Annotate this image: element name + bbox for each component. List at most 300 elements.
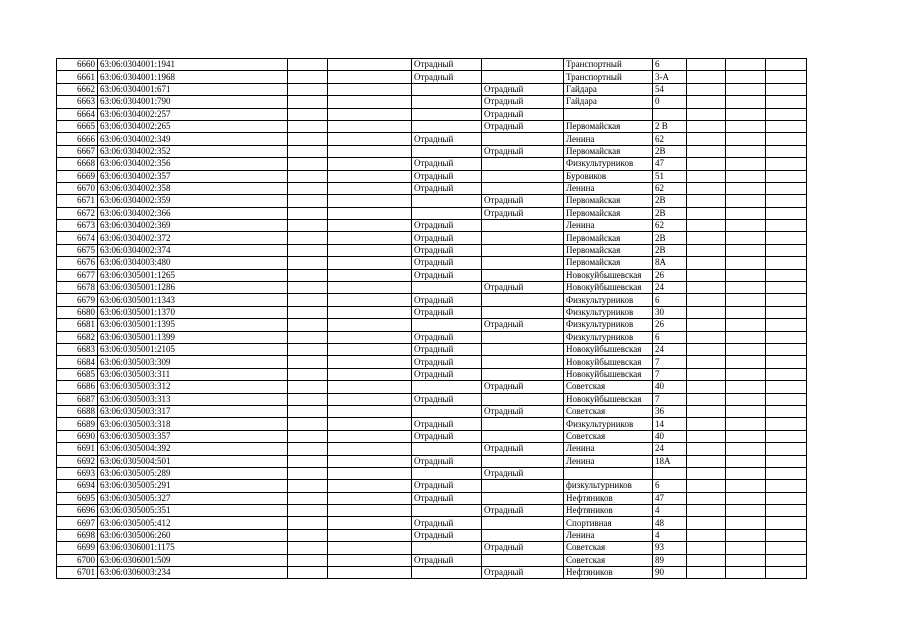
row-number-cell[interactable]: 6665 xyxy=(57,120,98,132)
house-number-cell[interactable]: 2В xyxy=(653,145,687,157)
empty-cell[interactable] xyxy=(328,108,412,120)
locality-cell[interactable]: Отрадный xyxy=(482,96,564,108)
street-cell[interactable]: Советская xyxy=(564,405,653,417)
cadastral-number-cell[interactable]: 63:06:0305001:1399 xyxy=(98,331,288,343)
empty-cell[interactable] xyxy=(288,343,328,355)
empty-cell[interactable] xyxy=(288,306,328,318)
street-cell[interactable]: Новокуйбышевская xyxy=(564,343,653,355)
empty-cell[interactable] xyxy=(328,294,412,306)
cadastral-number-cell[interactable]: 63:06:0305001:1395 xyxy=(98,319,288,331)
cadastral-number-cell[interactable]: 63:06:0306001:509 xyxy=(98,554,288,566)
locality-cell[interactable] xyxy=(482,306,564,318)
locality-cell[interactable] xyxy=(482,455,564,467)
locality-cell[interactable] xyxy=(482,480,564,492)
empty-cell[interactable] xyxy=(766,83,807,95)
empty-cell[interactable] xyxy=(328,195,412,207)
cadastral-number-cell[interactable]: 63:06:0305004:501 xyxy=(98,455,288,467)
locality-cell[interactable] xyxy=(482,368,564,380)
cadastral-number-cell[interactable]: 63:06:0304001:671 xyxy=(98,83,288,95)
empty-cell[interactable] xyxy=(328,343,412,355)
empty-cell[interactable] xyxy=(766,133,807,145)
street-cell[interactable]: Спортивная xyxy=(564,517,653,529)
cadastral-number-cell[interactable]: 63:06:0305001:1343 xyxy=(98,294,288,306)
cadastral-number-cell[interactable]: 63:06:0306003:234 xyxy=(98,567,288,579)
empty-cell[interactable] xyxy=(726,244,766,256)
empty-cell[interactable] xyxy=(687,294,726,306)
house-number-cell[interactable]: 24 xyxy=(653,443,687,455)
empty-cell[interactable] xyxy=(288,71,328,83)
empty-cell[interactable] xyxy=(766,306,807,318)
empty-cell[interactable] xyxy=(328,220,412,232)
cadastral-number-cell[interactable]: 63:06:0305004:392 xyxy=(98,443,288,455)
row-number-cell[interactable]: 6670 xyxy=(57,182,98,194)
row-number-cell[interactable]: 6664 xyxy=(57,108,98,120)
empty-cell[interactable] xyxy=(726,343,766,355)
empty-cell[interactable] xyxy=(726,232,766,244)
empty-cell[interactable] xyxy=(328,207,412,219)
row-number-cell[interactable]: 6693 xyxy=(57,467,98,479)
empty-cell[interactable] xyxy=(328,282,412,294)
settlement-cell[interactable] xyxy=(412,120,482,132)
empty-cell[interactable] xyxy=(687,232,726,244)
locality-cell[interactable]: Отрадный xyxy=(482,83,564,95)
cadastral-number-cell[interactable]: 63:06:0304002:359 xyxy=(98,195,288,207)
locality-cell[interactable]: Отрадный xyxy=(482,467,564,479)
empty-cell[interactable] xyxy=(328,120,412,132)
empty-cell[interactable] xyxy=(687,319,726,331)
empty-cell[interactable] xyxy=(288,418,328,430)
house-number-cell[interactable]: 62 xyxy=(653,133,687,145)
row-number-cell[interactable]: 6686 xyxy=(57,381,98,393)
settlement-cell[interactable]: Отрадный xyxy=(412,306,482,318)
locality-cell[interactable] xyxy=(482,492,564,504)
house-number-cell[interactable]: 7 xyxy=(653,393,687,405)
empty-cell[interactable] xyxy=(288,319,328,331)
empty-cell[interactable] xyxy=(687,430,726,442)
settlement-cell[interactable]: Отрадный xyxy=(412,133,482,145)
settlement-cell[interactable]: Отрадный xyxy=(412,244,482,256)
empty-cell[interactable] xyxy=(766,319,807,331)
empty-cell[interactable] xyxy=(288,96,328,108)
row-number-cell[interactable]: 6701 xyxy=(57,567,98,579)
house-number-cell[interactable]: 4 xyxy=(653,505,687,517)
empty-cell[interactable] xyxy=(726,331,766,343)
empty-cell[interactable] xyxy=(726,443,766,455)
locality-cell[interactable] xyxy=(482,220,564,232)
settlement-cell[interactable]: Отрадный xyxy=(412,71,482,83)
house-number-cell[interactable]: 51 xyxy=(653,170,687,182)
house-number-cell[interactable]: 8А xyxy=(653,257,687,269)
empty-cell[interactable] xyxy=(288,182,328,194)
empty-cell[interactable] xyxy=(288,356,328,368)
settlement-cell[interactable] xyxy=(412,542,482,554)
house-number-cell[interactable]: 47 xyxy=(653,492,687,504)
row-number-cell[interactable]: 6668 xyxy=(57,158,98,170)
empty-cell[interactable] xyxy=(766,529,807,541)
locality-cell[interactable] xyxy=(482,393,564,405)
empty-cell[interactable] xyxy=(288,158,328,170)
empty-cell[interactable] xyxy=(288,145,328,157)
house-number-cell[interactable]: 7 xyxy=(653,356,687,368)
street-cell[interactable]: Первомайская xyxy=(564,244,653,256)
street-cell[interactable]: Советская xyxy=(564,381,653,393)
locality-cell[interactable]: Отрадный xyxy=(482,319,564,331)
cadastral-number-cell[interactable]: 63:06:0305003:317 xyxy=(98,405,288,417)
settlement-cell[interactable] xyxy=(412,567,482,579)
cadastral-number-cell[interactable]: 63:06:0304002:372 xyxy=(98,232,288,244)
empty-cell[interactable] xyxy=(288,207,328,219)
empty-cell[interactable] xyxy=(726,405,766,417)
empty-cell[interactable] xyxy=(766,282,807,294)
empty-cell[interactable] xyxy=(726,467,766,479)
empty-cell[interactable] xyxy=(328,158,412,170)
street-cell[interactable]: Нефтяников xyxy=(564,505,653,517)
row-number-cell[interactable]: 6680 xyxy=(57,306,98,318)
empty-cell[interactable] xyxy=(766,368,807,380)
empty-cell[interactable] xyxy=(328,368,412,380)
empty-cell[interactable] xyxy=(766,343,807,355)
empty-cell[interactable] xyxy=(328,319,412,331)
cadastral-number-cell[interactable]: 63:06:0305003:357 xyxy=(98,430,288,442)
empty-cell[interactable] xyxy=(288,405,328,417)
empty-cell[interactable] xyxy=(288,443,328,455)
cadastral-number-cell[interactable]: 63:06:0305005:291 xyxy=(98,480,288,492)
empty-cell[interactable] xyxy=(766,120,807,132)
empty-cell[interactable] xyxy=(726,96,766,108)
empty-cell[interactable] xyxy=(687,120,726,132)
street-cell[interactable]: Физкультурников xyxy=(564,158,653,170)
house-number-cell[interactable]: 2В xyxy=(653,207,687,219)
row-number-cell[interactable]: 6674 xyxy=(57,232,98,244)
empty-cell[interactable] xyxy=(328,306,412,318)
street-cell[interactable]: Физкультурников xyxy=(564,418,653,430)
street-cell[interactable]: Новокуйбышевская xyxy=(564,368,653,380)
house-number-cell[interactable]: 6 xyxy=(653,480,687,492)
locality-cell[interactable] xyxy=(482,418,564,430)
cadastral-number-cell[interactable]: 63:06:0304002:356 xyxy=(98,158,288,170)
house-number-cell[interactable]: 36 xyxy=(653,405,687,417)
empty-cell[interactable] xyxy=(766,381,807,393)
settlement-cell[interactable]: Отрадный xyxy=(412,430,482,442)
empty-cell[interactable] xyxy=(288,120,328,132)
street-cell[interactable]: Транспортный xyxy=(564,59,653,71)
empty-cell[interactable] xyxy=(687,381,726,393)
locality-cell[interactable]: Отрадный xyxy=(482,567,564,579)
row-number-cell[interactable]: 6690 xyxy=(57,430,98,442)
cadastral-number-cell[interactable]: 63:06:0305006:260 xyxy=(98,529,288,541)
empty-cell[interactable] xyxy=(726,393,766,405)
street-cell[interactable]: Транспортный xyxy=(564,71,653,83)
empty-cell[interactable] xyxy=(288,393,328,405)
empty-cell[interactable] xyxy=(328,232,412,244)
row-number-cell[interactable]: 6661 xyxy=(57,71,98,83)
empty-cell[interactable] xyxy=(328,257,412,269)
empty-cell[interactable] xyxy=(766,331,807,343)
empty-cell[interactable] xyxy=(766,517,807,529)
row-number-cell[interactable]: 6699 xyxy=(57,542,98,554)
cadastral-number-cell[interactable]: 63:06:0304002:349 xyxy=(98,133,288,145)
house-number-cell[interactable]: 47 xyxy=(653,158,687,170)
cadastral-number-cell[interactable]: 63:06:0305005:327 xyxy=(98,492,288,504)
house-number-cell[interactable]: 7 xyxy=(653,368,687,380)
empty-cell[interactable] xyxy=(328,492,412,504)
empty-cell[interactable] xyxy=(726,492,766,504)
empty-cell[interactable] xyxy=(766,554,807,566)
empty-cell[interactable] xyxy=(288,331,328,343)
locality-cell[interactable] xyxy=(482,71,564,83)
cadastral-number-cell[interactable]: 63:06:0304002:374 xyxy=(98,244,288,256)
cadastral-number-cell[interactable]: 63:06:0304002:257 xyxy=(98,108,288,120)
locality-cell[interactable] xyxy=(482,343,564,355)
empty-cell[interactable] xyxy=(328,418,412,430)
settlement-cell[interactable]: Отрадный xyxy=(412,182,482,194)
settlement-cell[interactable] xyxy=(412,108,482,120)
empty-cell[interactable] xyxy=(687,554,726,566)
empty-cell[interactable] xyxy=(288,257,328,269)
empty-cell[interactable] xyxy=(687,170,726,182)
empty-cell[interactable] xyxy=(687,108,726,120)
house-number-cell[interactable]: 54 xyxy=(653,83,687,95)
empty-cell[interactable] xyxy=(687,257,726,269)
house-number-cell[interactable]: 18А xyxy=(653,455,687,467)
empty-cell[interactable] xyxy=(288,430,328,442)
settlement-cell[interactable]: Отрадный xyxy=(412,356,482,368)
row-number-cell[interactable]: 6694 xyxy=(57,480,98,492)
empty-cell[interactable] xyxy=(766,108,807,120)
empty-cell[interactable] xyxy=(687,83,726,95)
locality-cell[interactable] xyxy=(482,517,564,529)
empty-cell[interactable] xyxy=(288,170,328,182)
cadastral-number-cell[interactable]: 63:06:0304002:369 xyxy=(98,220,288,232)
empty-cell[interactable] xyxy=(328,529,412,541)
empty-cell[interactable] xyxy=(328,133,412,145)
locality-cell[interactable] xyxy=(482,133,564,145)
empty-cell[interactable] xyxy=(766,393,807,405)
settlement-cell[interactable] xyxy=(412,405,482,417)
street-cell[interactable]: Советская xyxy=(564,542,653,554)
empty-cell[interactable] xyxy=(687,158,726,170)
row-number-cell[interactable]: 6685 xyxy=(57,368,98,380)
street-cell[interactable]: Первомайская xyxy=(564,207,653,219)
empty-cell[interactable] xyxy=(726,381,766,393)
empty-cell[interactable] xyxy=(328,443,412,455)
settlement-cell[interactable]: Отрадный xyxy=(412,492,482,504)
settlement-cell[interactable]: Отрадный xyxy=(412,59,482,71)
empty-cell[interactable] xyxy=(766,145,807,157)
empty-cell[interactable] xyxy=(288,133,328,145)
empty-cell[interactable] xyxy=(687,59,726,71)
empty-cell[interactable] xyxy=(328,244,412,256)
empty-cell[interactable] xyxy=(687,529,726,541)
house-number-cell[interactable]: 2В xyxy=(653,195,687,207)
empty-cell[interactable] xyxy=(726,529,766,541)
house-number-cell[interactable]: 62 xyxy=(653,220,687,232)
row-number-cell[interactable]: 6662 xyxy=(57,83,98,95)
cadastral-number-cell[interactable]: 63:06:0305005:351 xyxy=(98,505,288,517)
row-number-cell[interactable]: 6681 xyxy=(57,319,98,331)
street-cell[interactable]: Гайдара xyxy=(564,83,653,95)
empty-cell[interactable] xyxy=(726,418,766,430)
empty-cell[interactable] xyxy=(687,282,726,294)
row-number-cell[interactable]: 6687 xyxy=(57,393,98,405)
empty-cell[interactable] xyxy=(328,480,412,492)
cadastral-number-cell[interactable]: 63:06:0305003:309 xyxy=(98,356,288,368)
settlement-cell[interactable]: Отрадный xyxy=(412,368,482,380)
empty-cell[interactable] xyxy=(288,220,328,232)
cadastral-number-cell[interactable]: 63:06:0305005:289 xyxy=(98,467,288,479)
house-number-cell[interactable]: 89 xyxy=(653,554,687,566)
empty-cell[interactable] xyxy=(726,145,766,157)
settlement-cell[interactable]: Отрадный xyxy=(412,158,482,170)
empty-cell[interactable] xyxy=(687,368,726,380)
empty-cell[interactable] xyxy=(288,269,328,281)
empty-cell[interactable] xyxy=(687,331,726,343)
house-number-cell[interactable]: 40 xyxy=(653,381,687,393)
row-number-cell[interactable]: 6689 xyxy=(57,418,98,430)
empty-cell[interactable] xyxy=(766,505,807,517)
empty-cell[interactable] xyxy=(687,195,726,207)
street-cell[interactable]: Физкультурников xyxy=(564,331,653,343)
empty-cell[interactable] xyxy=(726,455,766,467)
row-number-cell[interactable]: 6666 xyxy=(57,133,98,145)
empty-cell[interactable] xyxy=(687,133,726,145)
empty-cell[interactable] xyxy=(726,517,766,529)
row-number-cell[interactable]: 6660 xyxy=(57,59,98,71)
locality-cell[interactable] xyxy=(482,356,564,368)
house-number-cell[interactable]: 24 xyxy=(653,282,687,294)
cadastral-number-cell[interactable]: 63:06:0305001:1370 xyxy=(98,306,288,318)
empty-cell[interactable] xyxy=(726,356,766,368)
locality-cell[interactable] xyxy=(482,554,564,566)
street-cell[interactable]: Ленина xyxy=(564,455,653,467)
empty-cell[interactable] xyxy=(687,393,726,405)
street-cell[interactable] xyxy=(564,467,653,479)
empty-cell[interactable] xyxy=(726,554,766,566)
settlement-cell[interactable]: Отрадный xyxy=(412,257,482,269)
row-number-cell[interactable]: 6692 xyxy=(57,455,98,467)
empty-cell[interactable] xyxy=(328,83,412,95)
empty-cell[interactable] xyxy=(687,455,726,467)
settlement-cell[interactable] xyxy=(412,282,482,294)
house-number-cell[interactable]: 90 xyxy=(653,567,687,579)
row-number-cell[interactable]: 6675 xyxy=(57,244,98,256)
empty-cell[interactable] xyxy=(766,96,807,108)
settlement-cell[interactable]: Отрадный xyxy=(412,418,482,430)
empty-cell[interactable] xyxy=(328,182,412,194)
locality-cell[interactable] xyxy=(482,269,564,281)
empty-cell[interactable] xyxy=(726,133,766,145)
empty-cell[interactable] xyxy=(766,207,807,219)
empty-cell[interactable] xyxy=(328,381,412,393)
row-number-cell[interactable]: 6671 xyxy=(57,195,98,207)
locality-cell[interactable] xyxy=(482,529,564,541)
row-number-cell[interactable]: 6673 xyxy=(57,220,98,232)
empty-cell[interactable] xyxy=(726,480,766,492)
locality-cell[interactable] xyxy=(482,158,564,170)
empty-cell[interactable] xyxy=(766,59,807,71)
empty-cell[interactable] xyxy=(687,567,726,579)
street-cell[interactable]: Гайдара xyxy=(564,96,653,108)
empty-cell[interactable] xyxy=(726,306,766,318)
street-cell[interactable]: Физкультурников xyxy=(564,294,653,306)
settlement-cell[interactable]: Отрадный xyxy=(412,331,482,343)
house-number-cell[interactable]: 40 xyxy=(653,430,687,442)
locality-cell[interactable]: Отрадный xyxy=(482,282,564,294)
empty-cell[interactable] xyxy=(288,232,328,244)
house-number-cell[interactable] xyxy=(653,467,687,479)
empty-cell[interactable] xyxy=(766,418,807,430)
empty-cell[interactable] xyxy=(288,567,328,579)
cadastral-number-cell[interactable]: 63:06:0304002:358 xyxy=(98,182,288,194)
empty-cell[interactable] xyxy=(726,108,766,120)
empty-cell[interactable] xyxy=(687,517,726,529)
empty-cell[interactable] xyxy=(726,207,766,219)
empty-cell[interactable] xyxy=(288,505,328,517)
empty-cell[interactable] xyxy=(687,542,726,554)
empty-cell[interactable] xyxy=(766,170,807,182)
empty-cell[interactable] xyxy=(766,257,807,269)
cadastral-number-cell[interactable]: 63:06:0305001:2105 xyxy=(98,343,288,355)
empty-cell[interactable] xyxy=(687,343,726,355)
empty-cell[interactable] xyxy=(288,108,328,120)
empty-cell[interactable] xyxy=(328,393,412,405)
cadastral-number-cell[interactable]: 63:06:0305001:1265 xyxy=(98,269,288,281)
empty-cell[interactable] xyxy=(726,59,766,71)
empty-cell[interactable] xyxy=(328,71,412,83)
empty-cell[interactable] xyxy=(766,71,807,83)
street-cell[interactable]: Первомайская xyxy=(564,145,653,157)
empty-cell[interactable] xyxy=(687,220,726,232)
empty-cell[interactable] xyxy=(687,269,726,281)
street-cell[interactable]: Первомайская xyxy=(564,232,653,244)
cadastral-number-cell[interactable]: 63:06:0306001:1175 xyxy=(98,542,288,554)
empty-cell[interactable] xyxy=(328,356,412,368)
street-cell[interactable]: Ленина xyxy=(564,182,653,194)
empty-cell[interactable] xyxy=(687,492,726,504)
row-number-cell[interactable]: 6676 xyxy=(57,257,98,269)
empty-cell[interactable] xyxy=(766,492,807,504)
locality-cell[interactable] xyxy=(482,294,564,306)
row-number-cell[interactable]: 6672 xyxy=(57,207,98,219)
house-number-cell[interactable]: 24 xyxy=(653,343,687,355)
empty-cell[interactable] xyxy=(766,269,807,281)
street-cell[interactable]: Нефтяников xyxy=(564,492,653,504)
row-number-cell[interactable]: 6688 xyxy=(57,405,98,417)
empty-cell[interactable] xyxy=(726,269,766,281)
empty-cell[interactable] xyxy=(328,567,412,579)
empty-cell[interactable] xyxy=(766,182,807,194)
settlement-cell[interactable]: Отрадный xyxy=(412,480,482,492)
settlement-cell[interactable]: Отрадный xyxy=(412,170,482,182)
empty-cell[interactable] xyxy=(288,294,328,306)
empty-cell[interactable] xyxy=(288,492,328,504)
empty-cell[interactable] xyxy=(726,158,766,170)
empty-cell[interactable] xyxy=(288,529,328,541)
row-number-cell[interactable]: 6669 xyxy=(57,170,98,182)
empty-cell[interactable] xyxy=(687,182,726,194)
empty-cell[interactable] xyxy=(288,517,328,529)
cadastral-number-cell[interactable]: 63:06:0304001:1941 xyxy=(98,59,288,71)
locality-cell[interactable]: Отрадный xyxy=(482,505,564,517)
empty-cell[interactable] xyxy=(328,517,412,529)
house-number-cell[interactable]: 6 xyxy=(653,331,687,343)
empty-cell[interactable] xyxy=(726,505,766,517)
settlement-cell[interactable]: Отрадный xyxy=(412,554,482,566)
locality-cell[interactable] xyxy=(482,430,564,442)
street-cell[interactable]: Ленина xyxy=(564,220,653,232)
locality-cell[interactable] xyxy=(482,257,564,269)
empty-cell[interactable] xyxy=(726,170,766,182)
